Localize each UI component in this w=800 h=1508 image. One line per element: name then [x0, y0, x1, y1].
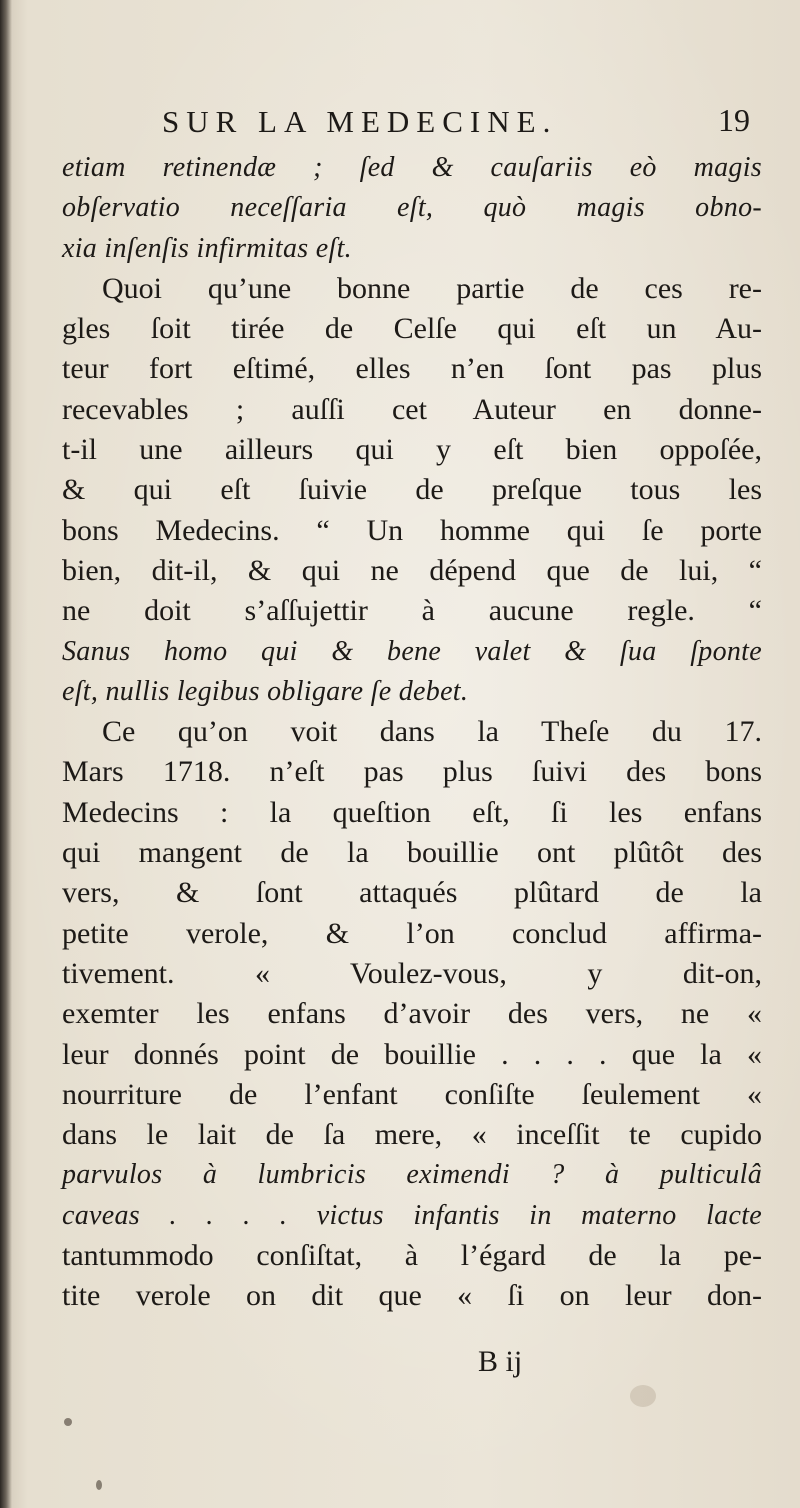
signature-mark: B ij: [478, 1345, 523, 1378]
text-line: bien, dit-il, & qui ne dépend que de lui, “: [62, 553, 762, 587]
text-line: nourriture de l’enfant conſiſte ſeulement «: [62, 1077, 762, 1111]
page-header: [100, 100, 750, 146]
text-line: gles ſoit tirée de Celſe qui eſt un Au-: [62, 312, 762, 346]
text-line: Ce qu’on voit dans la Theſe du 17.: [102, 715, 762, 749]
text-line: tivement. « Voulez-vous, y dit-on,: [62, 956, 762, 990]
text-line: obſervatio neceſſaria eſt, quò magis obno-: [62, 192, 762, 224]
text-line: parvulos à lumbricis eximendi ? à pulticulâ: [62, 1159, 762, 1191]
text-line: t-il une ailleurs qui y eſt bien oppoſée,: [62, 433, 762, 467]
text-line: exemter les enfans d’avoir des vers, ne «: [62, 997, 762, 1031]
text-line: & qui eſt ſuivie de preſque tous les: [62, 473, 762, 507]
text-line: xia inſenſis infirmitas eſt.: [62, 232, 352, 264]
paper-stain: [630, 1385, 656, 1407]
text-line: teur fort eſtimé, elles n’en ſont pas plus: [62, 352, 762, 386]
text-line: eſt, nullis legibus obligare ſe debet.: [62, 675, 469, 707]
text-line: Mars 1718. n’eſt pas plus ſuivi des bons: [62, 755, 762, 789]
text-line: petite verole, & l’on conclud affirma-: [62, 916, 762, 950]
paper-stain: [96, 1480, 102, 1490]
text-line: tantummodo conſiſtat, à l’égard de la pe-: [62, 1239, 762, 1273]
text-line: Sanus homo qui & bene valet & ſua ſponte: [62, 635, 762, 667]
text-line: qui mangent de la bouillie ont plûtôt des: [62, 836, 762, 870]
binding-gutter: [0, 0, 12, 1508]
text-line: recevables ; auſſi cet Auteur en donne-: [62, 392, 762, 426]
text-line: bons Medecins. “ Un homme qui ſe porte: [62, 513, 762, 547]
text-line: leur donnés point de bouillie . . . . que la «: [62, 1037, 762, 1071]
text-line: vers, & ſont attaqués plûtard de la: [62, 876, 762, 910]
running-head: SUR LA MEDECINE.: [162, 104, 558, 139]
text-line: dans le lait de ſa mere, « inceſſit te cupido: [62, 1118, 762, 1152]
text-line: tite verole on dit que « ſi on leur don-: [62, 1279, 762, 1313]
page-number: 19: [718, 102, 750, 138]
text-line: Quoi qu’une bonne partie de ces re-: [102, 271, 762, 305]
paper-stain: [64, 1418, 72, 1426]
text-line: ne doit s’aſſujettir à aucune regle. “: [62, 594, 762, 628]
text-line: Medecins : la queſtion eſt, ſi les enfans: [62, 795, 762, 829]
text-line: caveas . . . . victus infantis in materno lacte: [62, 1199, 762, 1231]
text-line: etiam retinendæ ; ſed & cauſariis eò magis: [62, 152, 762, 183]
body-text: [62, 148, 762, 1317]
